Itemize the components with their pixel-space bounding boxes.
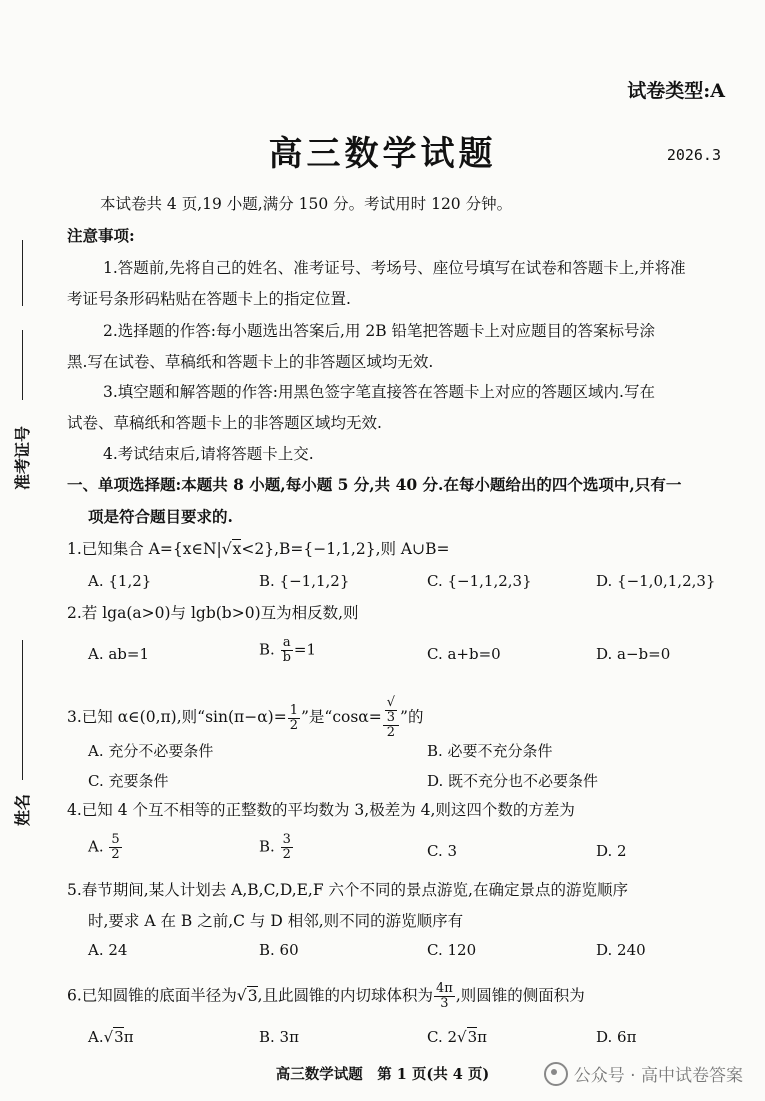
- q3-stem-part-a: 3.已知 α∈(0,π),则“sin(π−α)=: [67, 708, 287, 726]
- sqrt-sign: √: [236, 986, 247, 1005]
- note-2-line-1: 2.选择题的作答:每小题选出答案后,用 2B 铅笔把答题卡上对应题目的答案标号涂: [103, 322, 656, 340]
- binding-line-top: [22, 240, 23, 306]
- q6-volume-fraction: [434, 982, 455, 1011]
- binding-line-lower: [22, 640, 23, 780]
- sqrt-sign: √: [457, 1028, 467, 1046]
- notes-heading: 注意事项:: [67, 226, 135, 245]
- q5-option-b[interactable]: B. 60: [259, 941, 299, 959]
- q2-option-d[interactable]: D. a−b=0: [596, 645, 671, 663]
- name-label: 姓名: [13, 793, 32, 826]
- q2-option-b[interactable]: [259, 636, 316, 665]
- q3-half-fraction: [288, 704, 300, 733]
- q4-a-prefix: A.: [88, 837, 104, 856]
- note-2-line-2: 黑.写在试卷、草稿纸和答题卡上的非答题区域均无效.: [67, 353, 434, 371]
- q5-option-d[interactable]: D. 240: [596, 941, 646, 959]
- section-1-heading-cont: 项是符合题目要求的.: [88, 507, 233, 526]
- q3-stem-part-c: ”的: [400, 708, 424, 726]
- q6-c-prefix: C. 2: [427, 1028, 458, 1046]
- watermark: [544, 1061, 743, 1086]
- fraction-numerator: 5: [111, 832, 120, 847]
- q4-option-d[interactable]: D. 2: [596, 842, 627, 860]
- question-5-stem-line-1: 5.春节期间,某人计划去 A,B,C,D,E,F 六个不同的景点游览,在确定景点的游览顺序: [67, 881, 628, 899]
- question-4-stem: 4.已知 4 个互不相等的正整数的平均数为 3,极差为 4,则这四个数的方差为: [67, 801, 575, 819]
- fraction-numerator: 1: [289, 702, 298, 718]
- q2-b-suffix: =1: [293, 640, 317, 659]
- sqrt-sign: √: [221, 540, 232, 558]
- sqrt-sign: √: [103, 1028, 114, 1046]
- page-footer: 高三数学试题 第 1 页(共 4 页): [275, 1066, 490, 1083]
- question-5-stem-line-2: 时,要求 A 在 B 之前,C 与 D 相邻,则不同的游览顺序有: [88, 912, 464, 930]
- q4-option-c[interactable]: C. 3: [427, 842, 458, 860]
- intro-text: 本试卷共 4 页,19 小题,满分 150 分。考试用时 120 分钟。: [100, 195, 513, 213]
- q3-option-a[interactable]: A. 充分不必要条件: [88, 742, 214, 760]
- q4-b-prefix: B.: [259, 837, 275, 856]
- note-3-line-1: 3.填空题和解答题的作答:用黑色签字笔直接答在答题卡上对应的答题区域内.写在: [103, 383, 655, 401]
- q4-option-b[interactable]: [259, 833, 294, 862]
- q4-a-fraction: [109, 833, 121, 862]
- q6-stem-part-a: 6.已知圆锥的底面半径为: [67, 986, 237, 1005]
- q5-option-a[interactable]: A. 24: [88, 941, 128, 959]
- q1-option-d[interactable]: D. {−1,0,1,2,3}: [596, 572, 716, 590]
- sqrt-radicand: 3: [247, 986, 258, 1005]
- q1-option-a[interactable]: A. {1,2}: [88, 572, 152, 590]
- fraction-denominator: b: [282, 650, 291, 665]
- q3-option-b[interactable]: B. 必要不充分条件: [427, 742, 553, 760]
- fraction-denominator: 2: [111, 847, 120, 862]
- q2-option-c[interactable]: C. a+b=0: [427, 645, 501, 663]
- watermark-text: 公众号 · 高中试卷答案: [573, 1066, 743, 1086]
- question-2-stem: 2.若 lga(a>0)与 lgb(b>0)互为相反数,则: [67, 604, 359, 622]
- binding-line-middle: [22, 330, 23, 400]
- q4-option-a[interactable]: [88, 833, 123, 862]
- question-1-stem: [67, 539, 449, 559]
- q3-stem-part-b: ”是“cosα=: [300, 708, 382, 726]
- note-1-line-1: 1.答题前,先将自己的姓名、准考证号、考场号、座位号填写在试卷和答题卡上,并将准: [103, 259, 686, 277]
- q6-stem-part-b: ,且此圆锥的内切球体积为: [257, 986, 433, 1005]
- q1-stem-part-a: 1.已知集合 A={x∈N|: [67, 540, 222, 558]
- fraction-denominator: 2: [282, 847, 291, 862]
- q6-a-prefix: A.: [88, 1028, 104, 1046]
- q4-b-fraction: [281, 833, 293, 862]
- q6-a-suffix: π: [123, 1028, 134, 1046]
- fraction-numerator: √ 3: [383, 696, 399, 726]
- question-6-stem: [67, 982, 585, 1011]
- q6-c-suffix: π: [477, 1028, 487, 1046]
- q1-option-c[interactable]: C. {−1,1,2,3}: [427, 572, 532, 590]
- q6-stem-part-c: ,则圆锥的侧面积为: [455, 986, 585, 1005]
- sqrt-radicand: 3: [386, 710, 396, 725]
- sqrt-radicand: 3: [467, 1028, 478, 1046]
- note-1-line-2: 考证号条形码粘贴在答题卡上的指定位置.: [67, 290, 351, 308]
- exam-date: 2026.3: [666, 146, 721, 164]
- note-4: 4.考试结束后,请将答题卡上交.: [103, 445, 314, 463]
- page-title: 高三数学试题: [268, 134, 497, 174]
- q3-root3-fraction: [383, 696, 399, 740]
- q6-option-d[interactable]: D. 6π: [596, 1028, 637, 1046]
- question-3-stem: [67, 696, 423, 740]
- q2-b-prefix: B.: [259, 640, 275, 659]
- fraction-denominator: 3: [440, 996, 449, 1011]
- q3-option-c[interactable]: C. 充要条件: [88, 772, 169, 790]
- q6-option-c[interactable]: [427, 1028, 487, 1046]
- q1-stem-part-b: <2},B={−1,1,2},则 A∪B=: [241, 540, 450, 558]
- fraction-numerator: 3: [282, 832, 291, 847]
- q5-option-c[interactable]: C. 120: [427, 941, 477, 959]
- wechat-icon: [544, 1062, 568, 1086]
- q3-option-d[interactable]: D. 既不充分也不必要条件: [427, 772, 599, 790]
- fraction-denominator: 2: [386, 725, 396, 740]
- sqrt-radicand: x: [232, 540, 242, 558]
- fraction-numerator: 4π: [436, 981, 453, 996]
- q6-option-b[interactable]: B. 3π: [259, 1028, 299, 1046]
- paper-type: 试卷类型:A: [627, 80, 725, 102]
- exam-id-label: 准考证号: [13, 425, 32, 490]
- fraction-denominator: 2: [289, 717, 298, 733]
- q2-option-a[interactable]: A. ab=1: [88, 645, 150, 663]
- q2-b-fraction: [281, 636, 293, 665]
- q1-option-b[interactable]: B. {−1,1,2}: [259, 572, 350, 590]
- fraction-numerator: a: [281, 636, 293, 651]
- sqrt-radicand: 3: [114, 1028, 124, 1046]
- q6-option-a[interactable]: [88, 1028, 134, 1046]
- section-1-heading: 一、单项选择题:本题共 8 小题,每小题 5 分,共 40 分.在每小题给出的四个选项中,只有一: [67, 475, 682, 494]
- note-3-line-2: 试卷、草稿纸和答题卡上的非答题区域均无效.: [67, 414, 382, 432]
